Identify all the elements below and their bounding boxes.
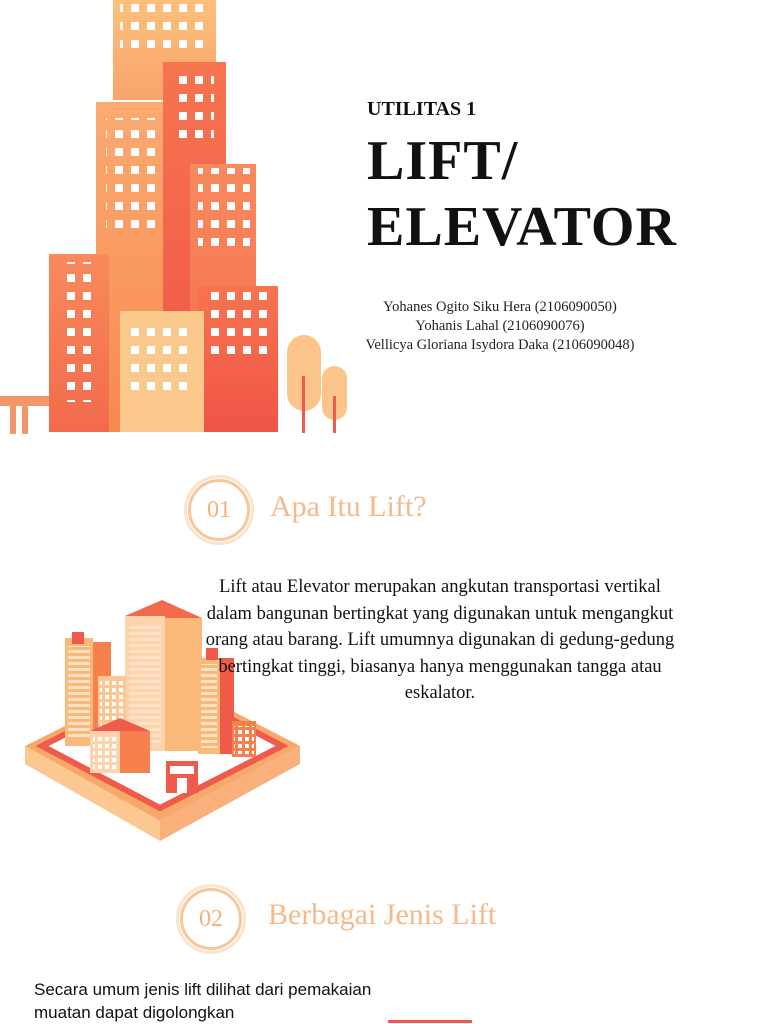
section-number-badge-01 [188,479,250,541]
title-line-2: ELEVATOR [367,196,677,258]
badge-ring [176,884,246,954]
section-title-02: Berbagai Jenis Lift [268,898,497,931]
document-subtitle: UTILITAS 1 [367,98,477,120]
author-item: Vellicya Gloriana Isydora Daka (2106090048) [365,337,635,353]
section-number: 01 [207,497,231,523]
document-title [367,128,677,260]
section-title-01: Apa Itu Lift? [270,490,427,523]
section-number: 02 [199,906,223,932]
city-buildings-illustration [0,0,360,440]
section-number-badge-02 [180,888,242,950]
section-body-02: Secara umum jenis lift dilihat dari pemakaian muatan dapat digolongkan [34,980,372,1022]
decorative-divider [388,1020,472,1023]
author-item: Yohanes Ogito Siku Hera (2106090050) [383,299,617,315]
title-line-1: LIFT/ [367,130,519,192]
author-item: Yohanis Lahal (2106090076) [415,318,585,334]
badge-ring [184,475,254,545]
authors-list [330,298,670,355]
section-body-01: Lift atau Elevator merupakan angkutan transportasi vertikal dalam bangunan bertingkat yang digunakan untuk mengangkut orang atau barang. Lift umumnya digunakan di gedung-gedung bertingkat tinggi, biasanya hanya menggunakan tangga atau eskalator. [205,577,675,703]
